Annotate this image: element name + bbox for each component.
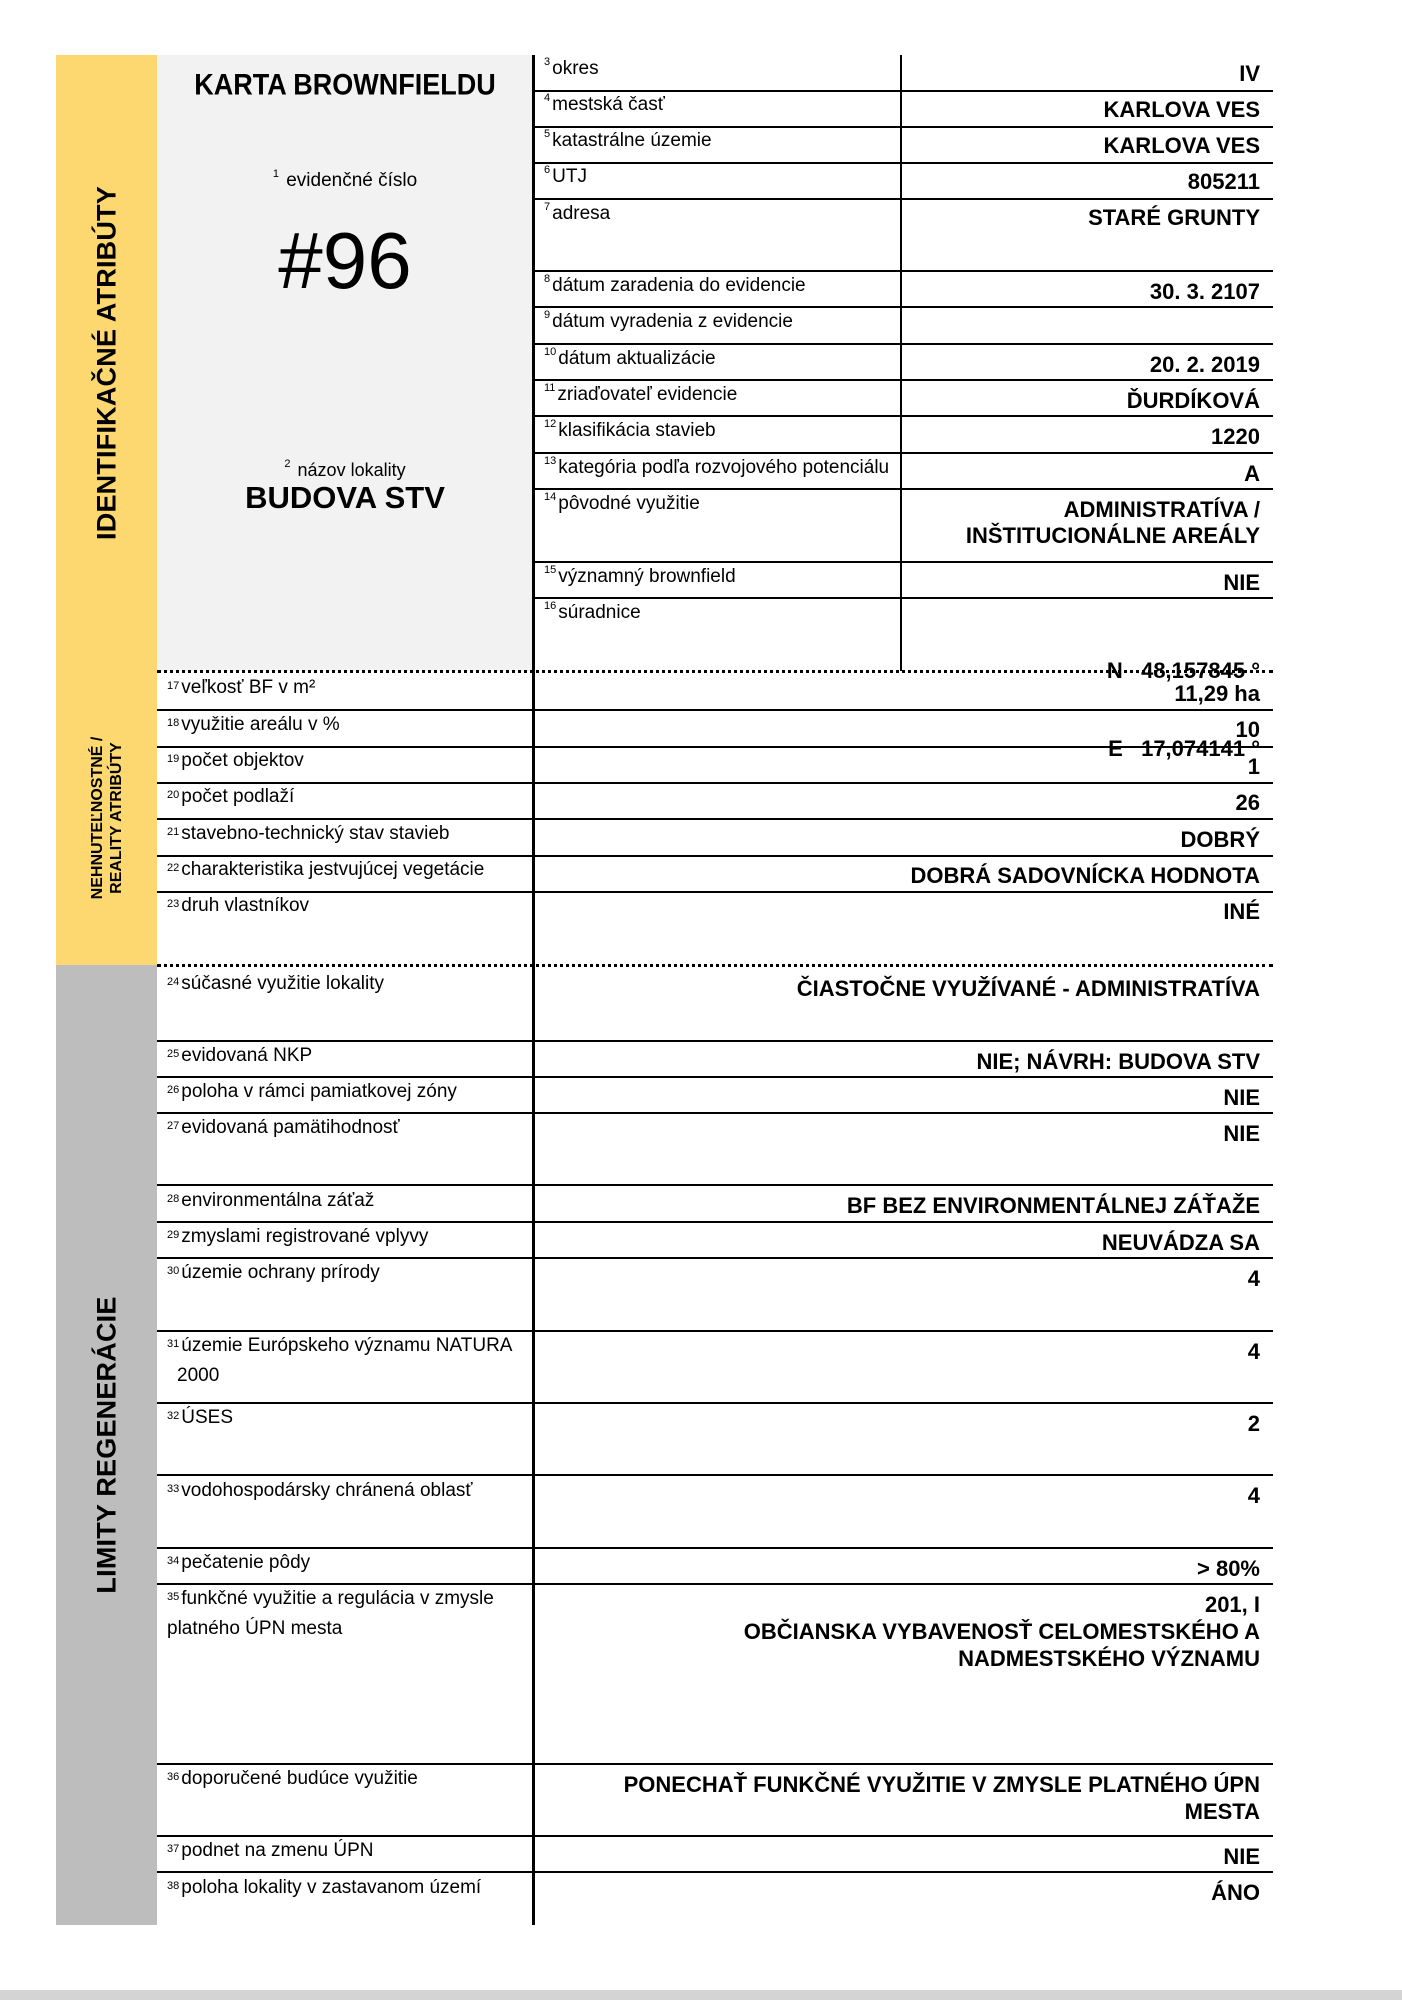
field-label-text: dátum zaradenia do evidencie: [552, 275, 806, 296]
field-number: 36: [167, 1771, 180, 1783]
field-label-environmentalna-zataz: [167, 1186, 374, 1216]
field-label-katastralne-uzemie: [544, 130, 712, 152]
field-label-text: 2000: [177, 1365, 220, 1386]
section-identification-label: IDENTIFIKAČNÉ ATRIBÚTY: [91, 186, 121, 540]
field-number: 33: [167, 1483, 180, 1495]
field-label-text: kategória podľa rozvojového potenciálu: [558, 457, 890, 478]
field-number: 38: [167, 1880, 180, 1892]
field-number: 20: [167, 789, 180, 801]
field-value-line: ADMINISTRATÍVA /: [1063, 497, 1260, 522]
row-divider: [157, 746, 1273, 748]
field-value-katastralne-uzemie: KARLOVA VES: [1103, 133, 1260, 158]
field-value-stav-stavieb: DOBRÝ: [1180, 827, 1260, 852]
section-separator: [157, 670, 1273, 673]
field-label-text: počet podlaží: [181, 786, 295, 807]
field-number: 17: [167, 680, 180, 692]
row-divider: [533, 415, 1273, 417]
field-number: 13: [544, 455, 557, 467]
field-label-text: súčasné využitie lokality: [181, 973, 385, 994]
field-label-uses: [167, 1403, 233, 1433]
field-number: 31: [167, 1338, 180, 1350]
field-number: 15: [544, 564, 557, 576]
field-label-klasifikacia: [544, 420, 716, 442]
field-number: 4: [544, 92, 551, 104]
field-number: 1: [272, 168, 279, 180]
field-label-text: vodohospodársky chránená oblasť: [181, 1480, 473, 1501]
row-divider: [533, 162, 1273, 164]
field-label-datum-aktualizacie: [544, 348, 716, 370]
field-label-text: zmyslami registrované vplyvy: [181, 1226, 429, 1247]
field-number: 26: [167, 1084, 180, 1096]
field-label-text: klasifikácia stavieb: [558, 420, 716, 441]
field-label-kategoria: [544, 457, 889, 479]
field-number: 12: [544, 418, 557, 430]
field-value-environmentalna-zataz: BF BEZ ENVIRONMENTÁLNEJ ZÁŤAŽE: [846, 1193, 1260, 1218]
section-limits-label: LIMITY REGENERÁCIE: [91, 1296, 121, 1594]
top-grid-vertical-rule: [900, 55, 902, 671]
field-label-text: evidovaná pamätihodnosť: [181, 1117, 400, 1138]
field-number: 9: [544, 309, 551, 321]
field-value-pecatenie-pody: > 80%: [1197, 1556, 1260, 1581]
field-label-text: stavebno-technický stav stavieb: [181, 823, 450, 844]
field-value-pamatihodnost: NIE: [1223, 1121, 1260, 1146]
field-label-zastavane-uzemie: [167, 1873, 481, 1903]
field-value-vegetacia: DOBRÁ SADOVNÍCKA HODNOTA: [910, 863, 1260, 888]
field-value-line: MESTA: [1184, 1799, 1260, 1824]
field-label-druh-vlastnikov: [167, 891, 309, 921]
field-number: 5: [544, 128, 551, 140]
field-label-text: adresa: [552, 203, 611, 224]
field-value-line: OBČIANSKA VYBAVENOSŤ CELOMESTSKÉHO A: [743, 1619, 1260, 1644]
section-real-estate-band: [56, 671, 157, 965]
field-value-velkost-bf: 11,29 ha: [1174, 681, 1260, 706]
field-value-pocet-objektov: 1: [1247, 754, 1260, 779]
row-divider: [533, 90, 1273, 92]
field-label-utj: [544, 166, 587, 188]
field-number: 22: [167, 862, 180, 874]
field-number: 7: [544, 201, 551, 213]
row-divider: [533, 306, 1273, 308]
section-identification-band: [56, 55, 157, 671]
field-label-pamiatkova-zona: [167, 1077, 457, 1107]
field-value-vodohospodarska-oblast: 4: [1247, 1483, 1260, 1508]
evidence-number-label: [157, 170, 533, 192]
field-label-datum-zaradenia: [544, 275, 806, 297]
field-value-sucasne-vyuzitie: ČIASTOČNE VYUŽÍVANÉ - ADMINISTRATÍVA: [796, 976, 1260, 1001]
field-label-vyuzitie-arealu: [167, 710, 340, 740]
field-label-text: územie ochrany prírody: [181, 1262, 380, 1283]
field-value-zastavane-uzemie: ÁNO: [1211, 1880, 1260, 1905]
field-value-kategoria: A: [1244, 461, 1260, 486]
field-label-doporucene-vyuzitie: [167, 1764, 418, 1794]
field-label-text: mestská časť: [552, 94, 665, 115]
field-value-uses: 2: [1247, 1411, 1260, 1436]
field-label-text: súradnice: [558, 602, 641, 623]
locality-name-value: BUDOVA STV: [245, 480, 445, 515]
field-label-text: dátum aktualizácie: [558, 348, 716, 369]
field-value-druh-vlastnikov: INÉ: [1223, 899, 1260, 924]
field-number: 14: [544, 491, 557, 503]
row-divider: [533, 379, 1273, 381]
field-value-povodne-vyuzitie: [966, 497, 1260, 549]
row-divider: [533, 488, 1273, 490]
field-value-line: 201, I: [1204, 1592, 1260, 1617]
field-number: 28: [167, 1193, 180, 1205]
field-number: 19: [167, 753, 180, 765]
field-label-vegetacia: [167, 855, 484, 885]
field-number: 37: [167, 1843, 180, 1855]
field-label-text: doporučené budúce využitie: [181, 1768, 418, 1789]
field-label-text: pôvodné využitie: [558, 493, 700, 514]
field-value-line: NADMESTSKÉHO VÝZNAMU: [958, 1646, 1260, 1671]
field-label-velkost-bf: [167, 673, 315, 703]
field-label-evidovana-nkp: [167, 1041, 312, 1071]
field-value-pamiatkova-zona: NIE: [1223, 1085, 1260, 1110]
field-number: 8: [544, 273, 551, 285]
field-label-text: ÚSES: [181, 1407, 233, 1428]
row-divider: [157, 1040, 1273, 1042]
field-label-vyznamny-brownfield: [544, 566, 736, 588]
section-limits-band: [56, 965, 157, 1925]
field-label-text: veľkosť BF v m²: [181, 677, 316, 698]
field-label-natura: [167, 1331, 512, 1391]
field-number: 25: [167, 1048, 180, 1060]
evidence-number: #96: [278, 216, 412, 305]
row-divider: [533, 452, 1273, 454]
row-divider: [533, 561, 1273, 563]
field-value-doporucene-vyuzitie: [624, 1771, 1260, 1825]
field-label-text: počet objektov: [181, 750, 304, 771]
field-label-pamatihodnost: [167, 1113, 400, 1143]
field-label-pecatenie-pody: [167, 1548, 310, 1578]
field-label-text: UTJ: [552, 166, 587, 187]
field-number: 3: [544, 56, 551, 68]
field-label-text: poloha lokality v zastavanom území: [181, 1877, 482, 1898]
field-label-funkcne-vyuzitie: [167, 1584, 494, 1644]
field-number: 30: [167, 1265, 180, 1277]
row-divider: [533, 198, 1273, 200]
main-vertical-rule: [532, 55, 535, 1925]
field-value-utj: 805211: [1187, 169, 1260, 194]
field-label-sucasne-vyuzitie: [167, 969, 384, 999]
field-value-suradnice: [1107, 606, 1260, 814]
field-label-okres: [544, 58, 599, 80]
field-label-text: významný brownfield: [558, 566, 736, 587]
field-label-ochrana-prirody: [167, 1258, 380, 1288]
viewer-bottom-bar: [0, 1990, 1402, 2000]
field-number: 10: [544, 346, 557, 358]
field-label-text: dátum vyradenia z evidencie: [552, 311, 793, 332]
field-label-text: platného ÚPN mesta: [167, 1618, 343, 1639]
field-label-povodne-vyuzitie: [544, 493, 700, 515]
field-value-evidovana-nkp: NIE; NÁVRH: BUDOVA STV: [976, 1049, 1260, 1074]
field-label-text: podnet na zmenu ÚPN: [181, 1840, 374, 1861]
row-divider: [533, 270, 1273, 272]
field-value-natura: 4: [1247, 1339, 1260, 1364]
field-number: 2: [284, 458, 291, 470]
row-divider: [533, 597, 1273, 599]
field-label-text: funkčné využitie a regulácia v zmysle: [181, 1588, 494, 1609]
field-value-ochrana-prirody: 4: [1247, 1266, 1260, 1291]
row-divider: [533, 126, 1273, 128]
field-value-datum-zaradenia: 30. 3. 2107: [1149, 279, 1260, 304]
field-label-text: charakteristika jestvujúcej vegetácie: [181, 859, 485, 880]
field-label-datum-vyradenia: [544, 311, 793, 333]
field-label-pocet-objektov: [167, 746, 304, 776]
field-label-podnet-upn: [167, 1836, 373, 1866]
section-real-estate-line2: REALITY ATRIBÚTY: [107, 742, 125, 894]
field-value-vplyvy: NEUVÁDZA SA: [1101, 1230, 1260, 1255]
field-value-okres: IV: [1239, 61, 1260, 86]
field-number: 18: [167, 717, 180, 729]
field-number: 11: [544, 382, 556, 394]
row-divider: [157, 891, 1273, 893]
field-value-vyuzitie-arealu: 10: [1235, 717, 1260, 742]
field-value-vyznamny-brownfield: NIE: [1223, 570, 1260, 595]
field-label-zriadovatel: [544, 384, 737, 406]
coordinate-north: N 48,157845 °: [1106, 658, 1260, 683]
field-label-stav-stavieb: [167, 819, 450, 849]
field-value-line: INŠTITUCIONÁLNE AREÁLY: [965, 523, 1260, 548]
field-label-text: druh vlastníkov: [181, 895, 310, 916]
field-number: 27: [167, 1120, 180, 1132]
row-divider: [157, 1547, 1273, 1549]
field-value-podnet-upn: NIE: [1223, 1844, 1260, 1869]
field-label-mestska-cast: [544, 94, 665, 116]
field-label-text: environmentálna záťaž: [181, 1190, 375, 1211]
field-label-vodohospodarska-oblast: [167, 1476, 473, 1506]
card-title: KARTA BROWNFIELDU: [194, 68, 496, 102]
section-separator: [157, 964, 1273, 967]
field-label-text: poloha v rámci pamiatkovej zóny: [181, 1081, 457, 1102]
field-label-text: územie Európskeho významu NATURA: [181, 1335, 513, 1356]
header-panel: [157, 55, 533, 671]
field-number: 29: [167, 1229, 180, 1241]
field-label-text: katastrálne územie: [552, 130, 712, 151]
field-number: 23: [167, 898, 180, 910]
field-label-text: evidovaná NKP: [181, 1045, 313, 1066]
field-number: 34: [167, 1555, 180, 1567]
coordinate-east: E 17,074141 °: [1108, 736, 1260, 761]
field-number: 16: [544, 600, 557, 612]
section-real-estate-line1: NEHNUTEĽNOSTNÉ /: [88, 736, 106, 900]
row-divider: [157, 782, 1273, 784]
field-number: 35: [167, 1591, 180, 1603]
field-value-pocet-podlazi: 26: [1235, 790, 1260, 815]
field-label-pocet-podlazi: [167, 782, 294, 812]
field-value-line: PONECHAŤ FUNKČNÉ VYUŽITIE V ZMYSLE PLATNÉHO ÚPN: [623, 1772, 1260, 1797]
field-label-text: okres: [552, 58, 599, 79]
field-number: 21: [167, 826, 180, 838]
field-label-adresa: [544, 203, 610, 225]
field-label-suradnice: [544, 602, 641, 624]
field-number: 24: [167, 976, 180, 988]
field-label-text: pečatenie pôdy: [181, 1552, 311, 1573]
field-label-vplyvy: [167, 1222, 428, 1252]
row-divider: [157, 1402, 1273, 1404]
field-value-datum-aktualizacie: 20. 2. 2019: [1149, 352, 1260, 377]
field-number: 32: [167, 1410, 180, 1422]
field-value-mestska-cast: KARLOVA VES: [1103, 97, 1260, 122]
field-value-zriadovatel: ĎURDÍKOVÁ: [1126, 388, 1260, 413]
field-value-klasifikacia: 1220: [1211, 424, 1260, 449]
field-value-funkcne-vyuzitie: [744, 1591, 1260, 1672]
field-label-text: využitie areálu v %: [181, 714, 340, 735]
field-number: 6: [544, 164, 551, 176]
section-real-estate-label: [88, 737, 126, 900]
evidence-label-text: evidenčné číslo: [286, 170, 418, 191]
row-divider: [533, 343, 1273, 345]
locality-name-label-text: názov lokality: [297, 460, 406, 480]
field-value-adresa: STARÉ GRUNTY: [1088, 205, 1260, 230]
field-label-text: zriaďovateľ evidencie: [557, 384, 738, 405]
locality-name-label: [157, 460, 533, 481]
